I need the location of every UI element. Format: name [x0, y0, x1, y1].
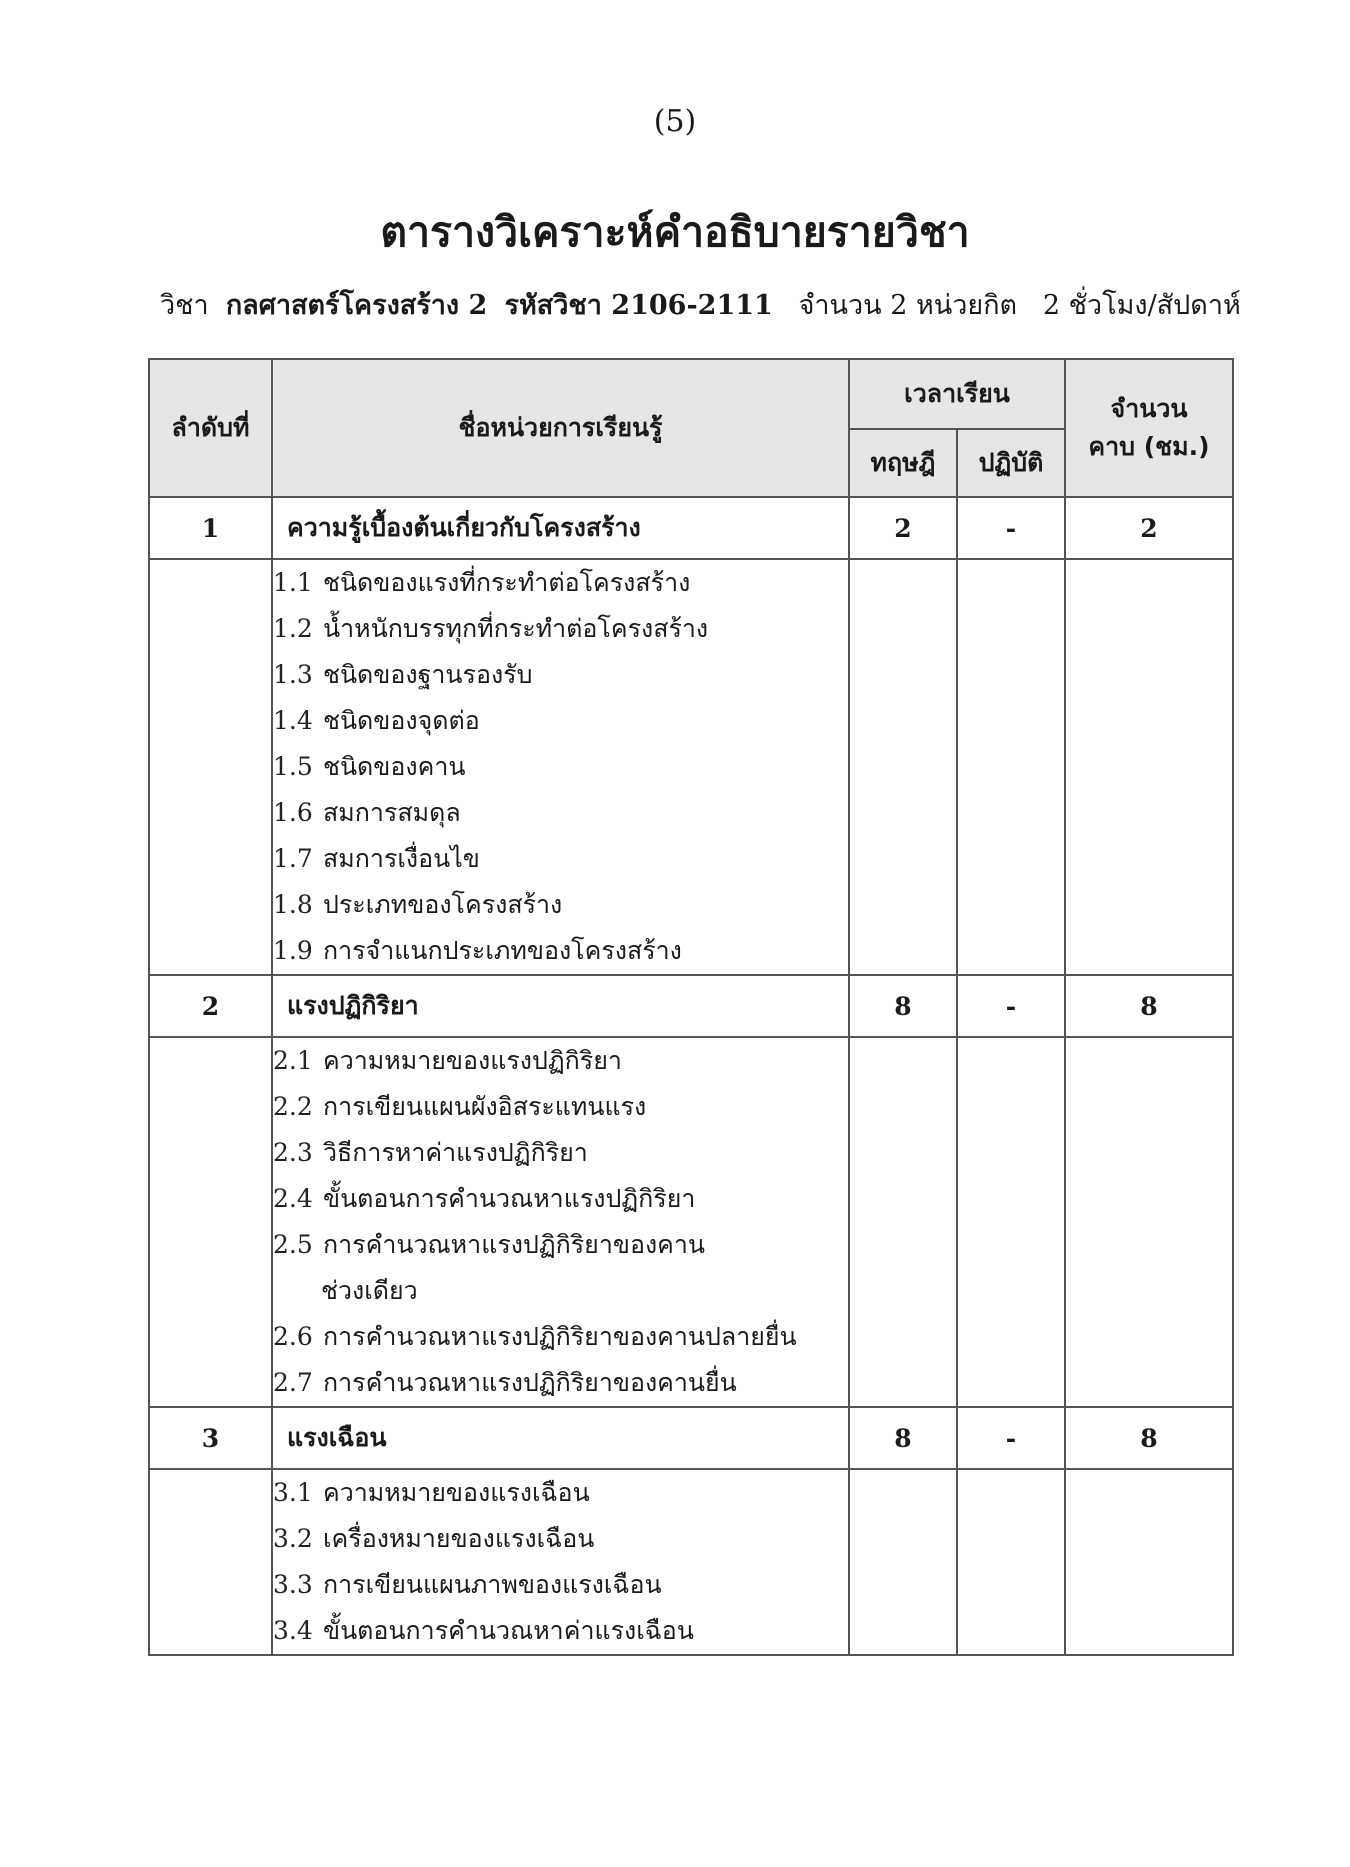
- empty-cell: [1065, 1469, 1233, 1655]
- topic-item: [273, 652, 848, 698]
- topic-list: [272, 559, 849, 975]
- empty-cell: [149, 559, 272, 975]
- header-periods-line2: คาบ (ชม.): [1088, 432, 1210, 461]
- unit-row: [149, 975, 1233, 1037]
- unit-number: 2: [149, 975, 272, 1037]
- subject-label: วิชา: [160, 290, 209, 321]
- topic-item: [273, 698, 848, 744]
- topic-number: 2.7: [273, 1368, 313, 1397]
- topic-text: ประเภทของโครงสร้าง: [323, 890, 563, 919]
- unit-theory-hours: 2: [849, 497, 957, 559]
- header-theory: ทฤษฎี: [849, 429, 957, 497]
- course-code: รหัสวิชา 2106-2111: [504, 290, 773, 321]
- topic-text: น้ำหนักบรรทุกที่กระทำต่อโครงสร้าง: [323, 614, 709, 643]
- unit-periods: 2: [1065, 497, 1233, 559]
- topic-item: [273, 1130, 848, 1176]
- topic-item: [273, 1268, 848, 1314]
- topic-item: [273, 744, 848, 790]
- empty-cell: [957, 1037, 1065, 1407]
- header-periods: [1065, 359, 1233, 497]
- topic-number: 1.6: [273, 798, 313, 827]
- topic-item: [273, 1314, 848, 1360]
- topic-number: 1.3: [273, 660, 313, 689]
- topic-text: ขั้นตอนการคำนวณหาแรงปฏิกิริยา: [323, 1184, 696, 1213]
- unit-practice-hours: -: [957, 497, 1065, 559]
- topic-number: 1.8: [273, 890, 313, 919]
- topic-number: 3.4: [273, 1616, 313, 1645]
- topic-item: [273, 1222, 848, 1268]
- header-practice: ปฏิบัติ: [957, 429, 1065, 497]
- topic-item: [273, 606, 848, 652]
- header-periods-line1: จำนวน: [1110, 394, 1188, 423]
- topic-text: ชนิดของแรงที่กระทำต่อโครงสร้าง: [323, 568, 691, 597]
- empty-cell: [1065, 1037, 1233, 1407]
- empty-cell: [957, 559, 1065, 975]
- topic-text: การคำนวณหาแรงปฏิกิริยาของคาน: [323, 1230, 706, 1259]
- topic-number: 1.5: [273, 752, 313, 781]
- topic-item: [273, 928, 848, 974]
- topic-text: การคำนวณหาแรงปฏิกิริยาของคานปลายยื่น: [323, 1322, 797, 1351]
- topic-number: 2.5: [273, 1230, 313, 1259]
- topic-item: [273, 1038, 848, 1084]
- topic-text: ช่วงเดียว: [321, 1276, 418, 1305]
- topic-text: การจำแนกประเภทของโครงสร้าง: [323, 936, 682, 965]
- topic-text: ชนิดของฐานรองรับ: [323, 660, 533, 689]
- topic-text: การคำนวณหาแรงปฏิกิริยาของคานยื่น: [323, 1368, 737, 1397]
- unit-row: [149, 1407, 1233, 1469]
- unit-number: 3: [149, 1407, 272, 1469]
- page-title: ตารางวิเคราะห์คำอธิบายรายวิชา: [380, 208, 970, 256]
- topic-text: สมการสมดุล: [323, 798, 461, 827]
- topic-number: 3.1: [273, 1478, 313, 1507]
- unit-number: 1: [149, 497, 272, 559]
- empty-cell: [849, 1037, 957, 1407]
- credits: จำนวน 2 หน่วยกิต: [798, 290, 1018, 321]
- topic-number: 3.2: [273, 1524, 313, 1553]
- unit-topics-row: [149, 1037, 1233, 1407]
- page-number: (5): [653, 104, 697, 139]
- topic-number: 2.3: [273, 1138, 313, 1167]
- topic-number: 2.4: [273, 1184, 313, 1213]
- topic-number: 1.2: [273, 614, 313, 643]
- empty-cell: [957, 1469, 1065, 1655]
- topic-number: 1.7: [273, 844, 313, 873]
- empty-cell: [149, 1469, 272, 1655]
- unit-practice-hours: -: [957, 1407, 1065, 1469]
- topic-number: [273, 1268, 321, 1314]
- topic-item: [273, 836, 848, 882]
- unit-periods: 8: [1065, 1407, 1233, 1469]
- topic-number: 2.2: [273, 1092, 313, 1121]
- empty-cell: [849, 1469, 957, 1655]
- unit-row: [149, 497, 1233, 559]
- topic-text: การเขียนแผนผังอิสระแทนแรง: [323, 1092, 647, 1121]
- topic-text: ความหมายของแรงเฉือน: [323, 1478, 590, 1507]
- topic-number: 1.1: [273, 568, 313, 597]
- topic-item: [273, 1176, 848, 1222]
- topic-text: ขั้นตอนการคำนวณหาค่าแรงเฉือน: [323, 1616, 694, 1645]
- topic-text: สมการเงื่อนไข: [323, 844, 480, 873]
- topic-list: [272, 1469, 849, 1655]
- unit-practice-hours: -: [957, 975, 1065, 1037]
- topic-list: [272, 1037, 849, 1407]
- topic-number: 1.4: [273, 706, 313, 735]
- topic-number: 1.9: [273, 936, 313, 965]
- topic-text: ความหมายของแรงปฏิกิริยา: [323, 1046, 622, 1075]
- topic-item: [273, 882, 848, 928]
- unit-title: ความรู้เบื้องต้นเกี่ยวกับโครงสร้าง: [272, 497, 849, 559]
- topic-item: [273, 1516, 848, 1562]
- topic-item: [273, 1084, 848, 1130]
- topic-number: 3.3: [273, 1570, 313, 1599]
- unit-topics-row: [149, 559, 1233, 975]
- topic-item: [273, 1608, 848, 1654]
- topic-item: [273, 560, 848, 606]
- header-order: ลำดับที่: [149, 359, 272, 497]
- topic-text: การเขียนแผนภาพของแรงเฉือน: [323, 1570, 662, 1599]
- topic-number: 2.6: [273, 1322, 313, 1351]
- unit-topics-row: [149, 1469, 1233, 1655]
- empty-cell: [849, 559, 957, 975]
- topic-text: เครื่องหมายของแรงเฉือน: [323, 1524, 595, 1553]
- unit-periods: 8: [1065, 975, 1233, 1037]
- topic-item: [273, 1470, 848, 1516]
- weekly-hours: 2 ชั่วโมง/สัปดาห์: [1042, 290, 1241, 321]
- topic-item: [273, 1562, 848, 1608]
- topic-number: 2.1: [273, 1046, 313, 1075]
- analysis-table: [148, 358, 1234, 1656]
- empty-cell: [149, 1037, 272, 1407]
- course-info: [160, 283, 1290, 326]
- topic-item: [273, 790, 848, 836]
- topic-text: ชนิดของจุดต่อ: [323, 706, 480, 735]
- header-unit-name: ชื่อหน่วยการเรียนรู้: [272, 359, 849, 497]
- unit-theory-hours: 8: [849, 1407, 957, 1469]
- unit-title: แรงปฏิกิริยา: [272, 975, 849, 1037]
- topic-text: ชนิดของคาน: [323, 752, 466, 781]
- empty-cell: [1065, 559, 1233, 975]
- unit-title: แรงเฉือน: [272, 1407, 849, 1469]
- header-study-time: เวลาเรียน: [849, 359, 1065, 429]
- topic-text: วิธีการหาค่าแรงปฏิกิริยา: [323, 1138, 588, 1167]
- topic-item: [273, 1360, 848, 1406]
- unit-theory-hours: 8: [849, 975, 957, 1037]
- subject-name: กลศาสตร์โครงสร้าง 2: [225, 290, 488, 321]
